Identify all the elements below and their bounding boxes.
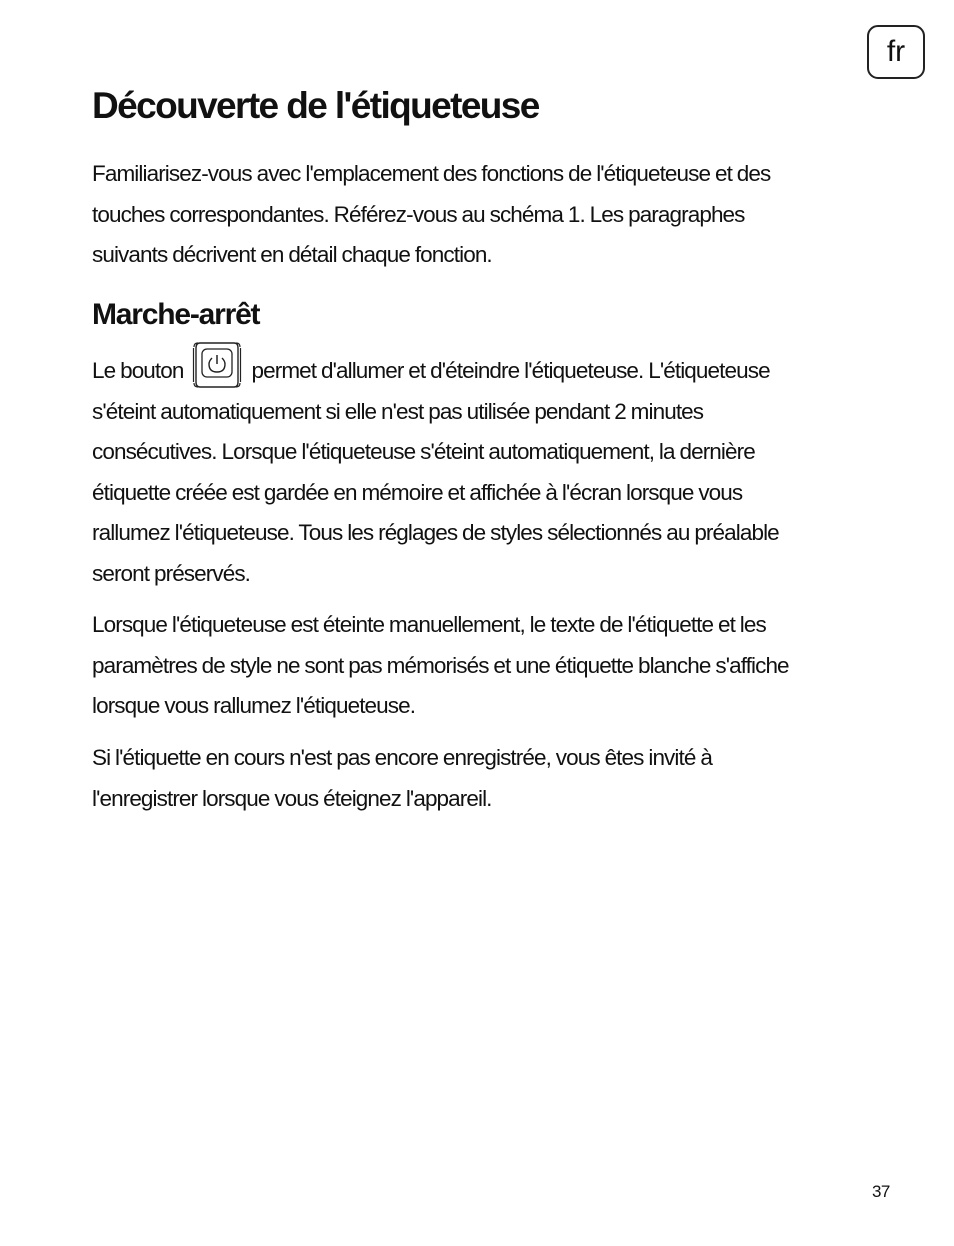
page-title: Découverte de l'étiqueteuse [92,85,539,126]
save-prompt-paragraph [92,738,712,819]
power-paragraph-line: s'éteint automatiquement si elle n'est pas utilisée pendant 2 minutes [92,398,704,424]
save-prompt-line: Si l'étiquette en cours n'est pas encore enregistrée, vous êtes invité à [92,745,712,770]
manual-off-line: lorsque vous rallumez l'étiqueteuse. [92,693,416,718]
save-prompt-line: l'enregistrer lorsque vous éteignez l'appareil. [92,785,492,811]
intro-line: touches correspondantes. Référez-vous au schéma 1. Les paragraphes [92,201,745,227]
text-before-icon: Le bouton [92,358,184,383]
language-badge: fr [867,25,925,79]
manual-off-line: paramètres de style ne sont pas mémorisés et une étiquette blanche s'affiche [92,652,789,678]
manual-off-line: Lorsque l'étiqueteuse est éteinte manuellement, le texte de l'étiquette et les [92,612,766,637]
intro-line: suivants décrivent en détail chaque fonction. [92,242,492,267]
power-button-icon [192,341,242,389]
intro-line: Familiarisez-vous avec l'emplacement des fonctions de l'étiqueteuse et des [92,161,771,186]
text-after-icon: permet d'allumer et d'éteindre l'étiqueteuse. L'étiqueteuse [251,358,770,383]
power-paragraph-line: consécutives. Lorsque l'étiqueteuse s'éteint automatiquement, la dernière [92,439,755,464]
power-paragraph-line: étiquette créée est gardée en mémoire et affichée à l'écran lorsque vous [92,479,743,505]
intro-paragraph [92,154,770,276]
power-paragraph-first-line [92,351,779,392]
section-heading: Marche-arrêt [92,298,260,331]
manual-off-paragraph [92,605,789,727]
page-number: 37 [872,1182,890,1201]
power-paragraph [92,351,779,594]
power-paragraph-line: rallumez l'étiqueteuse. Tous les réglages de styles sélectionnés au préalable [92,520,779,545]
power-paragraph-line: seront préservés. [92,560,251,586]
